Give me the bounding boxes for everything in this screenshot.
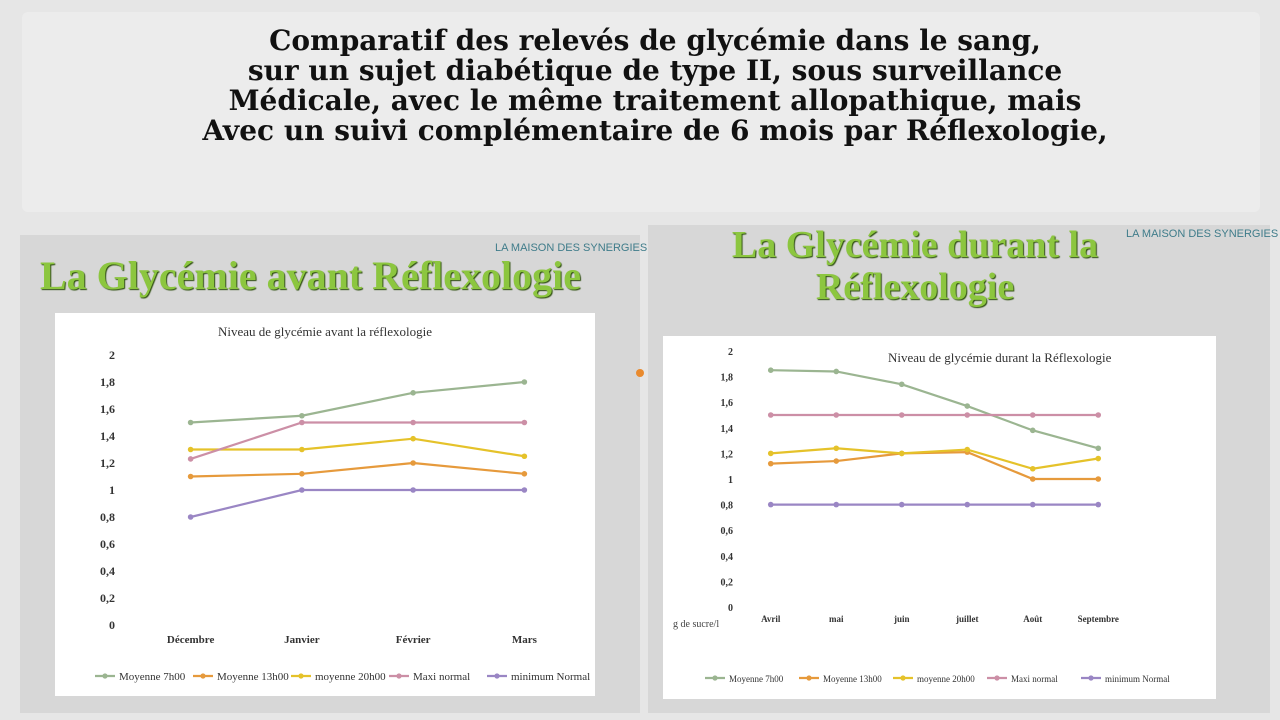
data-point — [299, 487, 305, 493]
data-point — [188, 420, 194, 426]
data-point — [1030, 412, 1036, 418]
series-line — [191, 423, 525, 459]
data-point — [833, 502, 839, 508]
data-point — [833, 412, 839, 418]
right-chart-area — [663, 336, 1216, 699]
data-point — [1095, 502, 1101, 508]
data-point — [522, 420, 528, 426]
right-brand-label: LA MAISON DES SYNERGIES — [1126, 228, 1279, 240]
data-point — [1095, 445, 1101, 451]
right-line-chart — [663, 336, 1216, 699]
y-tick-label: 1,8 — [100, 375, 115, 389]
legend-marker — [494, 673, 499, 678]
y-tick-label: 0,2 — [720, 577, 733, 589]
series-line — [191, 463, 525, 477]
data-point — [410, 436, 416, 442]
x-tick-label: juillet — [956, 614, 979, 624]
orange-dot — [636, 369, 644, 377]
y-tick-label: 0,8 — [100, 510, 115, 524]
y-tick-label: 2 — [728, 347, 733, 358]
x-tick-label: Août — [1023, 614, 1043, 624]
data-point — [299, 413, 305, 419]
y-tick-label: 1 — [728, 475, 733, 486]
series-line — [191, 439, 525, 457]
y-tick-label: 0,2 — [100, 591, 115, 605]
data-point — [768, 502, 774, 508]
data-point — [1095, 476, 1101, 482]
data-point — [1095, 456, 1101, 462]
data-point — [188, 514, 194, 520]
data-point — [899, 381, 905, 387]
y-tick-label: 1,2 — [100, 456, 115, 470]
data-point — [768, 461, 774, 467]
y-tick-label: 0,8 — [720, 500, 733, 512]
data-point — [899, 502, 905, 508]
data-point — [1030, 428, 1036, 434]
legend-marker — [298, 673, 303, 678]
headline-line-3: Médicale, avec le même traitement allopathique, mais — [228, 84, 1082, 117]
legend-marker — [900, 675, 905, 680]
legend-marker — [806, 675, 811, 680]
data-point — [1030, 466, 1036, 472]
x-tick-label: juin — [893, 614, 910, 624]
data-point — [899, 412, 905, 418]
legend-marker — [102, 673, 107, 678]
legend-label: moyenne 20h00 — [917, 674, 975, 684]
legend-marker — [994, 675, 999, 680]
legend-label: minimum Normal — [511, 671, 591, 683]
data-point — [964, 403, 970, 409]
data-point — [410, 390, 416, 396]
x-tick-label: Avril — [761, 614, 781, 624]
series-line — [771, 448, 1099, 468]
y-tick-label: 1,4 — [720, 423, 733, 435]
data-point — [768, 451, 774, 457]
x-tick-label: Septembre — [1077, 614, 1119, 624]
data-point — [964, 502, 970, 508]
y-tick-label: 1,2 — [720, 449, 733, 461]
headline-line-2: sur un sujet diabétique de type II, sous surveillance — [247, 54, 1063, 87]
legend-marker — [712, 675, 717, 680]
data-point — [1095, 412, 1101, 418]
chart-title: Niveau de glycémie durant la Réflexologie — [888, 350, 1112, 365]
data-point — [833, 369, 839, 375]
data-point — [299, 447, 305, 453]
data-point — [522, 487, 528, 493]
right-title-line-2: Réflexologie — [815, 266, 1015, 308]
y-tick-label: 1,6 — [100, 402, 115, 416]
y-tick-label: 1,8 — [720, 372, 733, 384]
y-tick-label: 0,4 — [100, 564, 115, 578]
legend-marker — [200, 673, 205, 678]
series-line — [771, 370, 1099, 448]
legend-label: Moyenne 13h00 — [217, 671, 289, 683]
y-tick-label: 0,4 — [720, 551, 733, 563]
y-tick-label: 1,4 — [100, 429, 115, 443]
data-point — [188, 447, 194, 453]
data-point — [410, 420, 416, 426]
y-tick-label: 0,6 — [100, 537, 115, 551]
data-point — [188, 474, 194, 480]
left-brand-label: LA MAISON DES SYNERGIES — [495, 242, 648, 254]
data-point — [833, 458, 839, 464]
y-tick-label: 0 — [109, 618, 115, 632]
data-point — [522, 453, 528, 459]
left-chart-area — [55, 313, 595, 696]
data-point — [299, 420, 305, 426]
headline-line-4: Avec un suivi complémentaire de 6 mois par Réflexologie, — [202, 114, 1108, 147]
data-point — [964, 447, 970, 453]
x-tick-label: mai — [829, 614, 844, 624]
y-tick-label: 2 — [109, 348, 115, 362]
data-point — [522, 471, 528, 477]
legend-label: Moyenne 13h00 — [823, 674, 882, 684]
y-tick-label: 0,6 — [720, 526, 733, 538]
y-tick-label: 1 — [109, 483, 115, 497]
data-point — [299, 471, 305, 477]
chart-title: Niveau de glycémie avant la réflexologie — [217, 324, 433, 339]
x-tick-label: Mars — [511, 634, 537, 646]
data-point — [188, 456, 194, 462]
legend-label: Maxi normal — [1011, 674, 1058, 684]
data-point — [410, 460, 416, 466]
legend-label: Maxi normal — [413, 671, 471, 683]
y-tick-label: 0 — [728, 603, 733, 614]
data-point — [899, 451, 905, 457]
x-tick-label: Février — [395, 634, 431, 646]
y-axis-label: g de sucre/l — [673, 619, 720, 630]
left-big-title: La Glycémie avant Réflexologie — [40, 253, 581, 298]
x-tick-label: Janvier — [284, 634, 320, 646]
headline-line-1: Comparatif des relevés de glycémie dans le sang, — [269, 24, 1041, 57]
legend-label: minimum Normal — [1105, 674, 1170, 684]
data-point — [1030, 502, 1036, 508]
data-point — [410, 487, 416, 493]
right-title-line-1: La Glycémie durant la — [731, 224, 1099, 266]
data-point — [768, 412, 774, 418]
series-line — [191, 490, 525, 517]
data-point — [964, 412, 970, 418]
legend-marker — [1088, 675, 1093, 680]
legend-label: moyenne 20h00 — [315, 671, 386, 683]
legend-label: Moyenne 7h00 — [729, 674, 784, 684]
left-line-chart — [55, 313, 595, 696]
x-tick-label: Décembre — [166, 634, 215, 646]
legend-marker — [396, 673, 401, 678]
series-line — [191, 382, 525, 423]
y-tick-label: 1,6 — [720, 398, 733, 410]
data-point — [768, 367, 774, 373]
data-point — [1030, 476, 1036, 482]
slide-headline — [60, 26, 1250, 146]
right-big-title — [700, 224, 1130, 308]
data-point — [833, 445, 839, 451]
legend-label: Moyenne 7h00 — [119, 671, 186, 683]
data-point — [522, 379, 528, 385]
